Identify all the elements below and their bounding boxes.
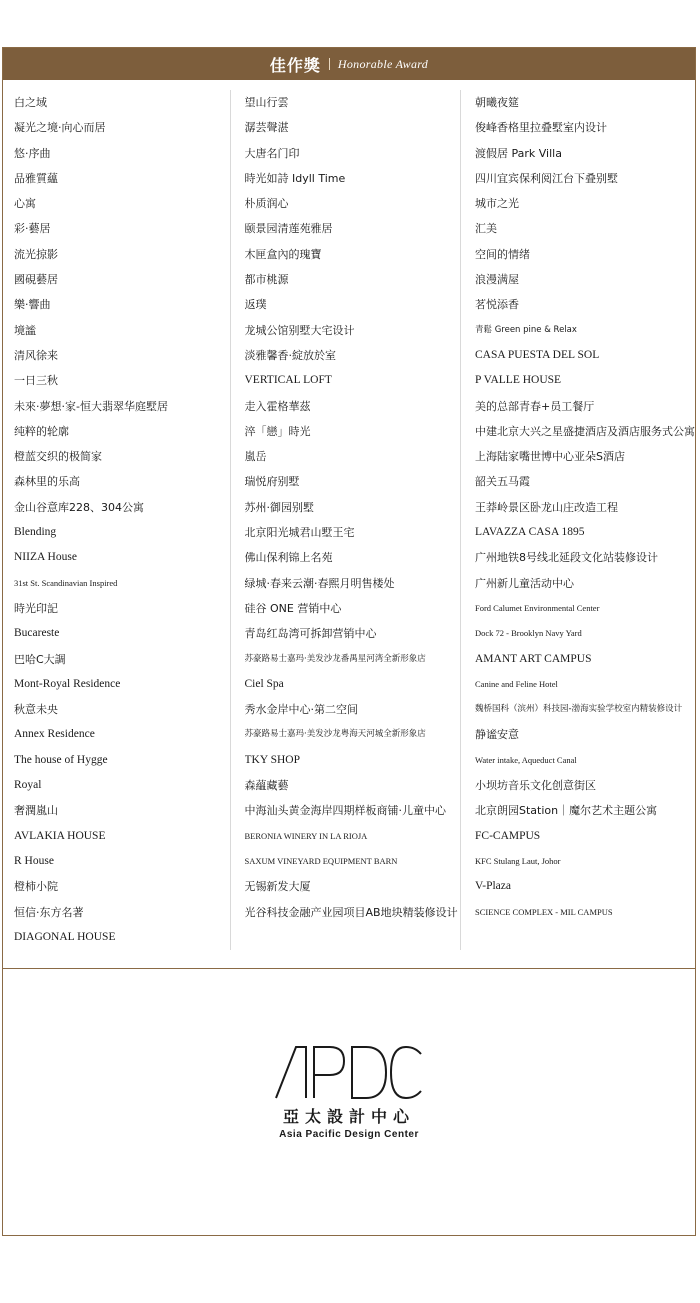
award-item: 美的总部青春+员工餐厅: [475, 399, 595, 413]
award-item: Water intake, Aqueduct Canal: [475, 754, 577, 765]
award-item: 瑞悦府别墅: [244, 475, 300, 489]
award-item: KFC Stulang Laut, Johor: [475, 855, 561, 866]
award-item: 清风徐来: [14, 348, 58, 362]
award-title-en: Honorable Award: [337, 56, 429, 71]
award-item: 金山谷意库228、304公寓: [14, 500, 144, 514]
award-item: 淡雅馨香·綻放於室: [244, 348, 336, 362]
award-item: 中建北京大兴之星盛捷酒店及酒店服务式公寓: [475, 424, 695, 438]
award-item: SCIENCE COMPLEX - MIL CAMPUS: [475, 906, 613, 917]
logo-name-en: Asia Pacific Design Center: [279, 1129, 419, 1140]
award-item: 彩·藝居: [14, 222, 51, 236]
award-item: AMANT ART CAMPUS: [475, 652, 592, 665]
award-item: 橙蓝交织的极简家: [14, 450, 102, 464]
apdc-logo: [3, 1044, 695, 1140]
award-item: LAVAZZA CASA 1895: [475, 526, 585, 539]
award-item: 品雅質蘊: [14, 171, 58, 185]
award-item: 青岛红岛湾可拆卸营销中心: [244, 627, 377, 641]
award-item: 浪漫满屋: [475, 273, 519, 287]
award-item: 中海汕头黄金海岸四期样板商铺·儿童中心: [244, 804, 446, 818]
award-item: 硅谷 ONE 营销中心: [244, 601, 342, 615]
award-column-1: [3, 90, 230, 950]
award-item: 嵐岳: [244, 450, 267, 464]
award-item: Blending: [14, 526, 57, 539]
award-item: 广州新儿童活动中心: [475, 576, 574, 590]
award-item: 國硯藝居: [14, 273, 58, 287]
award-item: 未來·夢想·家-恒大翡翠华庭墅居: [14, 399, 168, 413]
award-item: P VALLE HOUSE: [475, 374, 562, 387]
award-item: Annex Residence: [14, 728, 95, 741]
award-item: 境謐: [14, 323, 36, 337]
award-item: 森林里的乐高: [14, 475, 80, 489]
award-item: 木匣盒內的瑰寶: [244, 247, 322, 261]
award-item: BERONIA WINERY IN LA RIOJA: [244, 830, 368, 841]
award-item: Mont-Royal Residence: [14, 677, 121, 690]
award-item: 上海陆家嘴世博中心亚朵S酒店: [475, 450, 625, 464]
award-item: 无锡新发大厦: [244, 880, 311, 894]
award-item: 茗悦添香: [475, 298, 519, 312]
award-item: 時光如詩 Idyll Time: [244, 171, 346, 185]
award-item: 時光印記: [14, 601, 58, 615]
award-item: V-Plaza: [475, 880, 511, 893]
award-item: 王莽岭景区卧龙山庄改造工程: [475, 500, 618, 514]
award-item: 返璞: [244, 298, 267, 312]
award-item: Canine and Feline Hotel: [475, 678, 558, 689]
award-item: 渡假居 Park Villa: [475, 146, 562, 160]
award-item: 森蘊藏藝: [244, 779, 289, 793]
award-item: 望山行雲: [244, 96, 289, 109]
award-title-cn: 佳作獎: [269, 55, 321, 75]
award-column-2: [230, 90, 461, 950]
award-item: 流光掠影: [14, 247, 58, 261]
award-item: 苏州·御园别墅: [244, 500, 314, 514]
award-item: 悠·序曲: [14, 146, 51, 160]
award-item: The house of Hygge: [14, 753, 108, 766]
award-item: 31st St. Scandinavian Inspired: [14, 577, 118, 588]
award-item: 龙城公馆别墅大宅设计: [244, 323, 355, 337]
award-item: FC-CAMPUS: [475, 829, 541, 842]
award-item: 北京朗园Station｜魔尔艺术主题公寓: [475, 804, 658, 818]
award-item: Ciel Spa: [244, 677, 284, 690]
award-item: 俊峰香格里拉叠墅室内设计: [475, 121, 607, 135]
award-item: 魏桥国科（滨州）科技园-渤海实验学校室内精装修设计: [475, 704, 683, 715]
award-item: 绿城·春来云潮·春熙月明售楼处: [244, 576, 395, 590]
award-item: 广州地铁8号线北延段文化站装修设计: [475, 551, 658, 565]
award-item: 走入霍格華茲: [244, 399, 311, 413]
award-item: 空间的情绪: [475, 247, 530, 261]
award-item: Ford Calumet Environmental Center: [475, 602, 600, 613]
award-item: 橙柿小院: [14, 880, 58, 894]
header-separator: [329, 58, 330, 70]
award-item: 光谷科技金融产业园项目AB地块精装修设计: [244, 905, 458, 919]
award-item: 恒信·东方名著: [14, 905, 84, 919]
award-item: Royal: [14, 779, 42, 792]
award-item: 颐景园清莲苑雅居: [244, 222, 333, 236]
award-item: 朴质润心: [244, 197, 289, 211]
award-item: 都市桃源: [244, 273, 289, 287]
award-item: 纯粹的轮廓: [14, 424, 69, 438]
award-item: 静谧安意: [475, 728, 519, 742]
award-item: 四川宜宾保利阅江台下叠别墅: [475, 171, 618, 185]
award-item: 一日三秋: [14, 374, 58, 388]
award-item: SAXUM VINEYARD EQUIPMENT BARN: [244, 855, 398, 866]
award-item: 韶关五马霞: [475, 475, 530, 489]
award-item: 苏豪路易士嘉玛·美发沙龙粤海天河城全新形象店: [244, 729, 426, 740]
award-item: AVLAKIA HOUSE: [14, 829, 106, 842]
award-item: VERTICAL LOFT: [244, 374, 332, 387]
award-item: Bucareste: [14, 627, 60, 640]
award-item: CASA PUESTA DEL SOL: [475, 348, 600, 361]
award-column-3: [460, 90, 695, 950]
award-list: [3, 90, 695, 950]
award-item: 汇美: [475, 222, 497, 236]
award-item: 秋意未央: [14, 703, 58, 717]
award-item: 奢潤嵐山: [14, 804, 58, 818]
apdc-logo-mark-icon: [274, 1044, 424, 1100]
award-item: 苏豪路易士嘉玛·美发沙龙番禺星河湾全新形象店: [244, 653, 426, 664]
award-item: R House: [14, 854, 54, 867]
award-item: 凝光之境·向心而居: [14, 121, 106, 135]
award-item: 小坝坊音乐文化创意街区: [475, 779, 596, 793]
award-item: 巴哈C大調: [14, 652, 66, 666]
award-item: 佛山保利锦上名苑: [244, 551, 333, 565]
award-item: 朝曦夜筵: [475, 96, 519, 109]
award-header: [3, 48, 695, 80]
award-item: 城市之光: [475, 197, 519, 211]
award-item: 淬「戀」時光: [244, 424, 311, 438]
award-item: 潺芸聲湛: [244, 121, 289, 135]
award-item: 心寓: [14, 197, 36, 211]
award-item: Dock 72 - Brooklyn Navy Yard: [475, 628, 582, 639]
award-item: NIIZA House: [14, 551, 77, 564]
award-item: TKY SHOP: [244, 753, 300, 766]
award-item: 北京阳光城君山墅王宅: [244, 526, 355, 540]
award-item: 白之域: [14, 96, 47, 109]
award-panel: [2, 47, 696, 1236]
section-divider: [3, 968, 695, 969]
logo-name-cn: 亞太設計中心: [282, 1107, 415, 1126]
award-item: 大唐名门印: [244, 146, 300, 160]
award-item: DIAGONAL HOUSE: [14, 930, 116, 943]
award-item: 青鬆 Green pine & Relax: [475, 324, 577, 335]
award-item: 秀水金岸中心·第二空间: [244, 703, 358, 717]
award-item: 樂·響曲: [14, 298, 51, 312]
